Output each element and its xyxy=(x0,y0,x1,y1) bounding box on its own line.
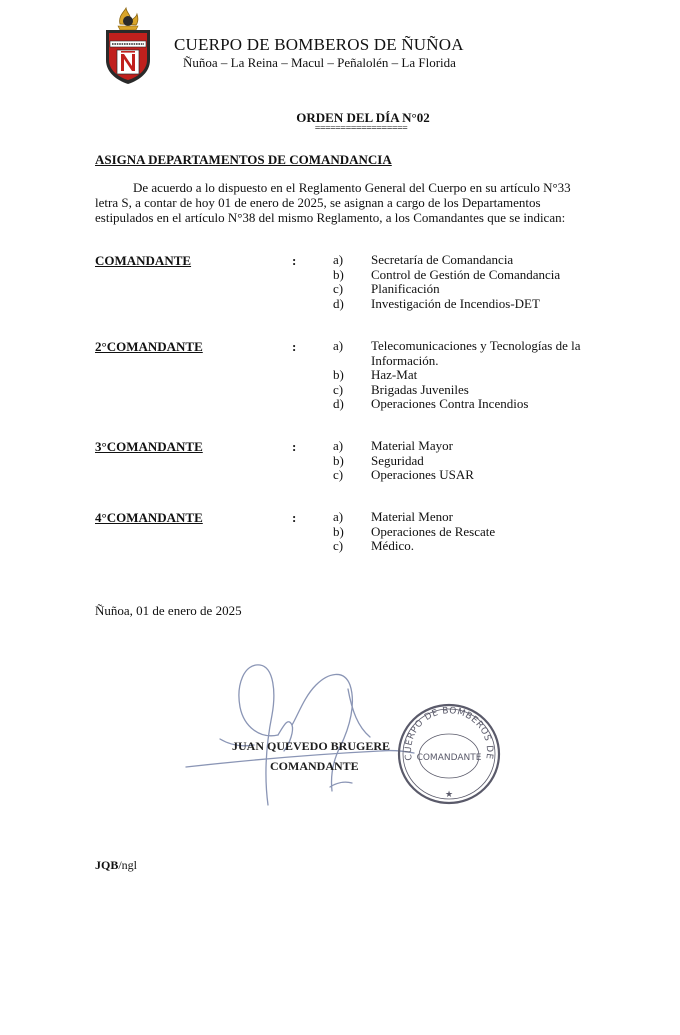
item-text: Brigadas Juveniles xyxy=(371,381,469,397)
seal-center-text: COMANDANTE xyxy=(416,753,482,763)
item-letter: a) xyxy=(333,338,344,353)
item-text: Operaciones USAR xyxy=(371,467,474,483)
item-letter: b) xyxy=(333,452,344,468)
list-item xyxy=(333,439,583,454)
item-text: Secretaría de Comandancia xyxy=(371,252,514,267)
list-item xyxy=(333,510,583,525)
organization-name: CUERPO DE BOMBEROS DE ÑUÑOA xyxy=(174,35,464,54)
initials-rest: /ngl xyxy=(118,858,138,872)
intro-line: estipulados en el artículo N°38 del mismo Reglamento, a los Comandantes que se indican: xyxy=(95,210,566,225)
item-letter: a) xyxy=(333,509,344,524)
reference-initials xyxy=(95,858,137,873)
list-item xyxy=(333,525,583,540)
item-letter: c) xyxy=(333,538,344,554)
item-letter: d) xyxy=(333,295,344,311)
list-item xyxy=(333,282,583,297)
list-item xyxy=(333,383,583,398)
item-letter: b) xyxy=(333,266,344,282)
item-text: Investigación de Incendios-DET xyxy=(371,295,540,311)
item-letter: b) xyxy=(333,523,344,539)
item-text: Material Menor xyxy=(371,509,453,524)
item-letter: c) xyxy=(333,381,344,397)
department-list xyxy=(333,339,583,412)
item-text: Planificación xyxy=(371,281,440,297)
initials-bold: JQB xyxy=(95,858,119,872)
handwritten-signature-icon xyxy=(180,655,420,815)
list-item xyxy=(333,268,583,283)
signer-name: JUAN QUEVEDO BRUGERE xyxy=(232,739,391,753)
communes-line: Ñuñoa – La Reina – Macul – Peñalolén – La Florida xyxy=(183,55,456,70)
svg-text:★: ★ xyxy=(444,790,454,800)
list-item xyxy=(333,297,583,312)
intro-line: letra S, a contar de hoy 01 de enero de 2025, se asignan a cargo de los Departamentos xyxy=(95,195,541,210)
seal-ring-text: CUERPO DE BOMBEROS DE xyxy=(403,706,495,762)
item-letter: b) xyxy=(333,367,344,383)
item-text: Control de Gestión de Comandancia xyxy=(371,266,561,282)
item-letter: a) xyxy=(333,252,344,267)
role-colon: : xyxy=(292,510,297,525)
department-list xyxy=(333,439,583,483)
list-item xyxy=(333,368,583,383)
item-letter: a) xyxy=(333,438,344,453)
rubber-stamp-seal-icon xyxy=(394,700,504,808)
item-letter: c) xyxy=(333,281,344,297)
list-item xyxy=(333,468,583,483)
item-text: Operaciones de Rescate xyxy=(371,523,496,539)
section-heading: ASIGNA DEPARTAMENTOS DE COMANDANCIA xyxy=(95,152,392,167)
list-item xyxy=(333,397,583,412)
item-text: Material Mayor xyxy=(371,438,453,453)
department-list xyxy=(333,510,583,554)
document-title: ORDEN DEL DÍA N°02 xyxy=(296,110,430,125)
title-double-rule: ================== xyxy=(314,123,408,134)
list-item xyxy=(333,339,583,368)
svg-text:CUERPO DE BOMBEROS DE ÑUÑOA xyxy=(394,700,494,761)
role-label: 4°COMANDANTE xyxy=(95,510,203,525)
role-label: COMANDANTE xyxy=(95,253,192,268)
signer-role: COMANDANTE xyxy=(270,759,359,773)
role-colon: : xyxy=(292,253,297,268)
role-colon: : xyxy=(292,439,297,454)
list-item xyxy=(333,253,583,268)
item-letter: d) xyxy=(333,396,344,412)
role-label: 2°COMANDANTE xyxy=(95,339,203,354)
role-colon: : xyxy=(292,339,297,354)
list-item xyxy=(333,454,583,469)
item-letter: c) xyxy=(333,467,344,483)
item-text: Haz-Mat xyxy=(371,367,418,383)
department-list xyxy=(333,253,583,311)
role-label: 3°COMANDANTE xyxy=(95,439,203,454)
list-item xyxy=(333,539,583,554)
fire-department-shield-icon xyxy=(102,6,154,86)
place-date: Ñuñoa, 01 de enero de 2025 xyxy=(95,603,242,618)
item-text: Telecomunicaciones y Tecnologías de la Información. xyxy=(371,338,581,368)
item-text: Seguridad xyxy=(371,452,424,468)
intro-line: De acuerdo a lo dispuesto en el Reglamento General del Cuerpo en su artículo N°33 xyxy=(133,180,571,195)
item-text: Médico. xyxy=(371,538,414,554)
intro-paragraph xyxy=(95,180,585,225)
item-text: Operaciones Contra Incendios xyxy=(371,396,529,412)
